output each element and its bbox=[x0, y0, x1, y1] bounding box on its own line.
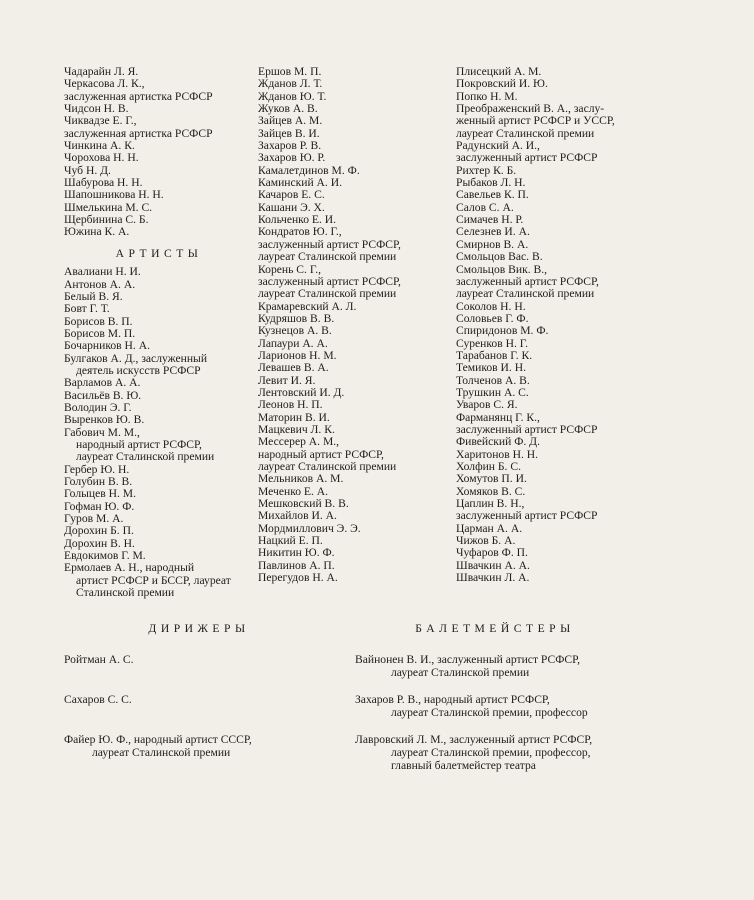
name-line: Леонов Н. П. bbox=[258, 398, 323, 412]
list-item bbox=[258, 152, 446, 164]
name-line: Перегудов Н. А. bbox=[258, 571, 338, 585]
conductors-section bbox=[64, 622, 354, 786]
name-line: Павлинов А. П. bbox=[258, 558, 335, 572]
name-line: Михайлов И. А. bbox=[258, 509, 337, 523]
name-line: Антонов А. А. bbox=[64, 277, 136, 291]
name-line: Зайцев А. М. bbox=[258, 114, 323, 128]
name-line: Кудряшов В. В. bbox=[258, 311, 335, 325]
name-line: Васильёв В. Ю. bbox=[64, 388, 142, 402]
title-line: лауреат Сталинской премии bbox=[456, 287, 595, 301]
name-line: Толченов А. В. bbox=[456, 373, 530, 387]
title-line: лауреат Сталинской премии bbox=[258, 460, 397, 473]
name-line: Захаров Р. В. bbox=[258, 139, 322, 153]
title-line: Сталинской премии bbox=[76, 586, 175, 600]
name-line: Евдокимов Г. М. bbox=[64, 549, 146, 563]
name-line: Голубин В. В. bbox=[64, 475, 133, 488]
name-line: Попко Н. М. bbox=[456, 89, 518, 103]
title-line: лауреат Сталинской премии bbox=[92, 746, 231, 759]
list-item bbox=[456, 103, 746, 140]
name-line: Суренков Н. Г. bbox=[456, 336, 529, 350]
title-line: лауреат Сталинской премии bbox=[258, 250, 397, 264]
name-line: Смирнов В. А. bbox=[456, 237, 529, 251]
list-item bbox=[456, 362, 746, 374]
name-line: Симачев Н. Р. bbox=[456, 213, 524, 227]
name-line: Фивейский Ф. Д. bbox=[456, 435, 540, 449]
name-line: Лентовский И. Д. bbox=[258, 385, 345, 399]
name-line: Черкасова Л. К., bbox=[64, 77, 145, 91]
title-line: заслуженный артист РСФСР bbox=[456, 151, 598, 165]
title-line: заслуженный артист РСФСР bbox=[456, 509, 598, 523]
list-item bbox=[258, 189, 446, 201]
name-line: Цаплин В. Н., bbox=[456, 497, 525, 511]
name-line: Шабурова Н. Н. bbox=[64, 176, 143, 190]
name-line: Меченко Е. А. bbox=[258, 484, 329, 498]
list-item bbox=[64, 189, 254, 201]
name-line: Гуров М. А. bbox=[64, 512, 124, 526]
name-line: Жданов Ю. Т. bbox=[258, 89, 327, 103]
list-item bbox=[64, 377, 254, 389]
name-line: Лавровский Л. М., заслуженный артист РСФСР, bbox=[355, 733, 593, 746]
list-item bbox=[456, 498, 746, 523]
list-item bbox=[456, 436, 746, 448]
name-line: Кондратов Ю. Г., bbox=[258, 225, 342, 239]
artists-list bbox=[64, 266, 254, 599]
name-line: Дорохин Б. П. bbox=[64, 524, 134, 538]
name-line: Тарабанов Г. К. bbox=[456, 348, 533, 362]
list-item bbox=[64, 427, 254, 464]
list-item bbox=[64, 115, 254, 140]
list-item bbox=[355, 693, 675, 719]
title-line: лауреат Сталинской премии bbox=[258, 287, 397, 301]
list-item bbox=[456, 189, 746, 201]
name-line: Вайнонен В. И., заслуженный артист РСФСР, bbox=[355, 653, 581, 666]
name-line: Соловьев Г. Ф. bbox=[456, 311, 529, 325]
list-item bbox=[456, 78, 746, 90]
name-line: Селезнев И. А. bbox=[456, 225, 530, 239]
list-item bbox=[258, 436, 446, 473]
name-line: Фарманянц Г. К., bbox=[456, 410, 540, 424]
ballet-masters-section bbox=[355, 622, 675, 786]
list-item bbox=[258, 325, 446, 337]
name-line: Кашани Э. Х. bbox=[258, 200, 325, 214]
name-line: Покровский И. Ю. bbox=[456, 77, 548, 91]
list-item bbox=[258, 547, 446, 559]
list-item bbox=[355, 653, 675, 679]
list-item bbox=[64, 525, 254, 537]
title-line: заслуженная артистка РСФСР bbox=[64, 89, 213, 103]
list-item bbox=[64, 353, 254, 378]
name-line: Маторин В. И. bbox=[258, 410, 330, 424]
name-line: Борисов В. П. bbox=[64, 314, 133, 328]
name-line: Плисецкий А. М. bbox=[456, 65, 542, 78]
list-item bbox=[456, 325, 746, 337]
title-line: заслуженный артист РСФСР, bbox=[258, 274, 401, 288]
list-item bbox=[456, 473, 746, 485]
name-line: Дорохин В. Н. bbox=[64, 536, 135, 550]
name-line: Белый В. Я. bbox=[64, 289, 123, 303]
list-item bbox=[64, 266, 254, 278]
name-line: Швачкин А. А. bbox=[456, 558, 530, 572]
list-item bbox=[64, 152, 254, 164]
name-line: Жданов Л. Т. bbox=[258, 77, 323, 91]
ballet-masters-heading: БАЛЕТМЕЙСТЕРЫ bbox=[415, 622, 575, 635]
name-line: Кольченко Е. И. bbox=[258, 213, 337, 227]
name-line: Варламов А. А. bbox=[64, 376, 141, 390]
list-item bbox=[456, 140, 746, 165]
title-line: народный артист РСФСР, bbox=[76, 437, 202, 451]
name-line: Чинкина А. К. bbox=[64, 139, 135, 153]
name-line: Зайцев В. И. bbox=[258, 126, 320, 140]
title-line: артист РСФСР и БССР, лауреат bbox=[76, 573, 231, 587]
list-item bbox=[456, 547, 746, 559]
name-line: Преображенский В. А., заслу- bbox=[456, 102, 605, 116]
name-line: Габович М. М., bbox=[64, 425, 140, 439]
name-line: Файер Ю. Ф., народный артист СССР, bbox=[64, 733, 252, 746]
name-line: Чидсон Н. В. bbox=[64, 102, 129, 116]
name-line: Выренков Ю. В. bbox=[64, 413, 145, 427]
name-line: Чижов Б. А. bbox=[456, 534, 516, 548]
list-item bbox=[64, 340, 254, 352]
list-item bbox=[258, 78, 446, 90]
title-line: лауреат Сталинской премии bbox=[391, 666, 530, 679]
top-list bbox=[64, 66, 254, 239]
list-item bbox=[258, 115, 446, 127]
list-item bbox=[64, 562, 254, 599]
list-item bbox=[258, 362, 446, 374]
name-line: Борисов М. П. bbox=[64, 326, 136, 340]
name-line: Володин Э. Г. bbox=[64, 400, 132, 414]
ballet-masters-list bbox=[355, 653, 675, 772]
name-line: Бочарников Н. А. bbox=[64, 339, 150, 353]
title-line: лауреат Сталинской премии, профессор, bbox=[391, 746, 591, 759]
title-line: заслуженный артист РСФСР, bbox=[258, 237, 401, 251]
name-line: Мешковский В. В. bbox=[258, 497, 349, 511]
name-line: Гербер Ю. Н. bbox=[64, 462, 130, 476]
name-line: Лапаури А. А. bbox=[258, 336, 328, 350]
name-line: Качаров Е. С. bbox=[258, 188, 325, 202]
name-line: Чиквадзе Е. Г., bbox=[64, 114, 137, 128]
name-line: Смольцов Вик. В., bbox=[456, 262, 548, 276]
title-line: деятель искусств РСФСР bbox=[76, 363, 201, 377]
name-line: Швачкин Л. А. bbox=[456, 571, 530, 585]
title-line: народный артист РСФСР, bbox=[258, 447, 384, 461]
name-line: Никитин Ю. Ф. bbox=[258, 546, 335, 560]
name-line: Булгаков А. Д., заслуженный bbox=[64, 351, 208, 365]
name-line: Жуков А. В. bbox=[258, 102, 318, 116]
name-line: Ройтман А. С. bbox=[64, 653, 134, 666]
list-item bbox=[64, 279, 254, 291]
name-line: Рыбаков Л. Н. bbox=[456, 176, 526, 190]
conductors-heading: ДИРИЖЕРЫ bbox=[148, 622, 250, 635]
name-line: Бовт Г. Т. bbox=[64, 302, 110, 316]
title-line: главный балетмейстер театра bbox=[391, 759, 536, 772]
column-3 bbox=[456, 66, 746, 584]
name-line: Кузнецов А. В. bbox=[258, 324, 332, 338]
name-line: Уваров С. Я. bbox=[456, 398, 518, 412]
name-line: Захаров Ю. Р. bbox=[258, 151, 326, 165]
list-item bbox=[258, 264, 446, 301]
title-line: лауреат Сталинской премии bbox=[456, 126, 595, 140]
list-item bbox=[258, 473, 446, 485]
name-line: Чорохова Н. Н. bbox=[64, 151, 139, 165]
name-line: Темиков И. Н. bbox=[456, 361, 526, 375]
name-line: Чадарайн Л. Я. bbox=[64, 65, 139, 78]
name-line: Мельников А. М. bbox=[258, 472, 344, 486]
name-line: Шапошникова Н. Н. bbox=[64, 188, 164, 202]
name-line: Хомяков В. С. bbox=[456, 484, 526, 498]
name-line: Смольцов Вас. В. bbox=[456, 250, 543, 264]
title-line: заслуженный артист РСФСР bbox=[456, 422, 598, 436]
title-line: заслуженная артистка РСФСР bbox=[64, 126, 213, 140]
name-line: Савельев К. П. bbox=[456, 188, 529, 202]
list-item bbox=[64, 653, 354, 666]
name-line: Хомутов П. И. bbox=[456, 472, 527, 486]
column-1 bbox=[64, 66, 254, 599]
name-line: Камалетдинов М. Ф. bbox=[258, 163, 360, 177]
title-line: заслуженный артист РСФСР, bbox=[456, 274, 599, 288]
list-item bbox=[64, 488, 254, 500]
name-line: Ершов М. П. bbox=[258, 65, 322, 78]
name-line: Крамаревский А. Л. bbox=[258, 299, 357, 313]
name-line: Щербинина С. Б. bbox=[64, 213, 149, 227]
name-line: Сахаров С. С. bbox=[64, 693, 132, 706]
name-line: Радунский А. И., bbox=[456, 139, 540, 153]
name-line: Царман А. А. bbox=[456, 521, 523, 535]
name-line: Захаров Р. В., народный артист РСФСР, bbox=[355, 693, 550, 706]
list-item bbox=[355, 733, 675, 772]
name-line: Чуб Н. Д. bbox=[64, 163, 111, 177]
name-line: Ларионов Н. М. bbox=[258, 348, 337, 362]
name-line: Нацкий Е. П. bbox=[258, 534, 323, 548]
name-line: Южина К. А. bbox=[64, 225, 130, 239]
list-item bbox=[64, 733, 354, 759]
name-line: Спиридонов М. Ф. bbox=[456, 324, 549, 338]
list-item bbox=[456, 264, 746, 301]
conductors-list bbox=[64, 653, 354, 759]
name-line: Трушкин А. С. bbox=[456, 385, 529, 399]
name-line: Шмелькина М. С. bbox=[64, 200, 153, 214]
artists-heading: АРТИСТЫ bbox=[115, 246, 203, 260]
name-line: Мацкевич Л. К. bbox=[258, 422, 335, 436]
list-item bbox=[258, 510, 446, 522]
name-line: Мордмиллович Э. Э. bbox=[258, 521, 361, 535]
list-item bbox=[456, 412, 746, 437]
list-item bbox=[64, 414, 254, 426]
list-item bbox=[64, 303, 254, 315]
name-line: Левит И. Я. bbox=[258, 373, 316, 387]
name-line: Чуфаров Ф. П. bbox=[456, 546, 528, 560]
column-2 bbox=[258, 66, 446, 584]
list-item bbox=[258, 399, 446, 411]
list-item bbox=[258, 226, 446, 263]
name-line: Салов С. А. bbox=[456, 200, 514, 214]
list-item bbox=[456, 226, 746, 238]
name-line: Холфин Б. С. bbox=[456, 460, 521, 473]
title-line: лауреат Сталинской премии bbox=[76, 450, 215, 464]
list-item bbox=[64, 693, 354, 706]
name-line: Соколов Н. Н. bbox=[456, 299, 526, 313]
list-item bbox=[456, 251, 746, 263]
list-item bbox=[258, 572, 446, 584]
name-line: Мессерер А. М., bbox=[258, 435, 340, 449]
list-item bbox=[456, 399, 746, 411]
list-item bbox=[456, 572, 746, 584]
name-line: Ермолаев А. Н., народный bbox=[64, 561, 195, 575]
name-line: Корень С. Г., bbox=[258, 262, 322, 276]
name-line: Гофман Ю. Ф. bbox=[64, 499, 135, 513]
title-line: женный артист РСФСР и УССР, bbox=[456, 114, 615, 128]
name-line: Левашев В. А. bbox=[258, 361, 329, 375]
list-item bbox=[64, 226, 254, 238]
list-item bbox=[64, 78, 254, 103]
name-line: Рихтер К. Б. bbox=[456, 163, 517, 177]
name-line: Голыцев Н. М. bbox=[64, 487, 137, 501]
name-line: Авалиани Н. И. bbox=[64, 265, 141, 279]
name-line: Харитонов Н. Н. bbox=[456, 447, 539, 461]
name-line: Каминский А. И. bbox=[258, 176, 342, 190]
title-line: лауреат Сталинской премии, профессор bbox=[391, 706, 588, 719]
